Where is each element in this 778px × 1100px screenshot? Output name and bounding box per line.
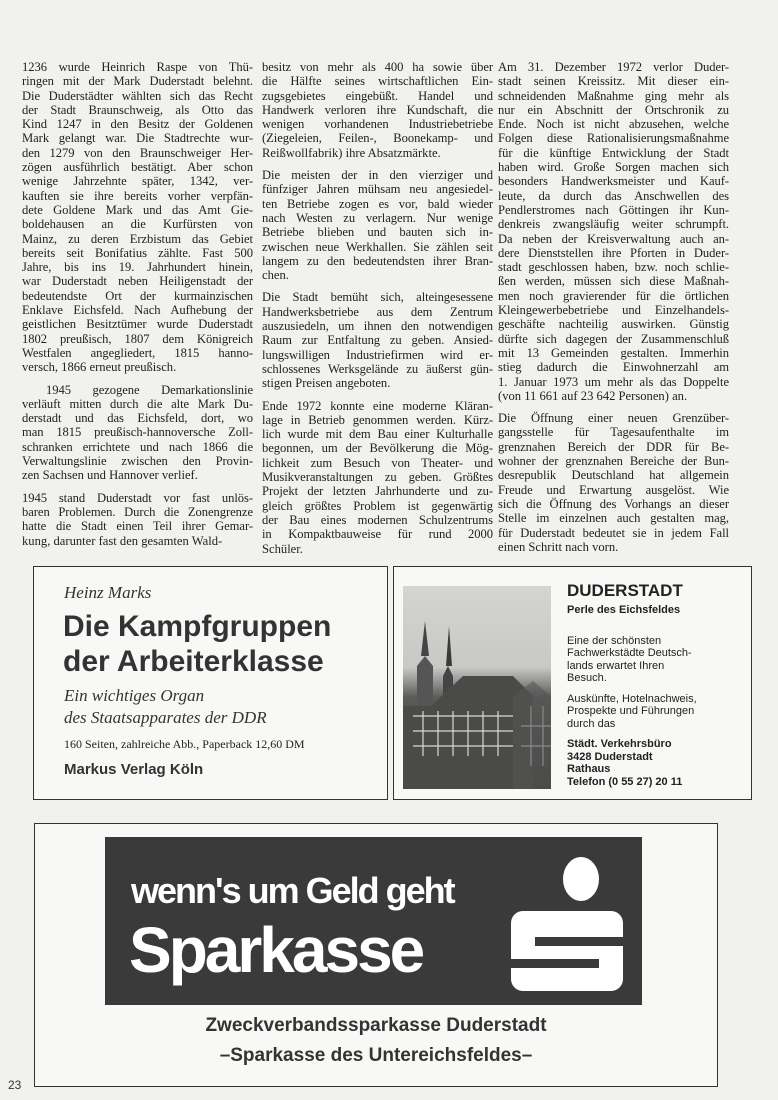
- text-line: dete Goldene Mark und das Amt Gie-: [22, 202, 253, 217]
- text-line: boldehausen an die Kurfürsten von: [22, 217, 253, 232]
- text-line: geistlichen Besitztümer wurde Duderstadt: [22, 317, 253, 332]
- text-line: Betriebe blieben und bauten sich in-: [262, 225, 493, 240]
- book-title-line-1: Die Kampfgruppen: [63, 610, 332, 643]
- town-ad-line: 3428 Duderstadt: [567, 750, 653, 763]
- text-column-3: [498, 60, 729, 562]
- text-line: gangsstelle für Tagesaufenthalte im: [498, 425, 729, 440]
- text-line: mit 13 Gemeinden gestalten. Immerhin: [498, 345, 729, 360]
- book-subtitle: [64, 685, 267, 729]
- page-number: 23: [8, 1078, 22, 1092]
- text-line: Die Öffnung einer neuen Grenzüber-: [498, 411, 729, 426]
- text-line: nur ein Abschnitt der Ortschronik zu: [498, 102, 729, 117]
- text-line: grenznahen Bereich der DDR für Be-: [498, 439, 729, 454]
- text-line: 1802 preußisch, 1807 dem Königreich: [22, 331, 253, 346]
- sparkasse-logo-icon: [505, 853, 625, 993]
- text-line: Da neben der Kreisverwaltung auch an-: [498, 231, 729, 246]
- text-line: ßen werden, müssen sich diese Maßnah-: [498, 274, 729, 289]
- town-ad-line: Eine der schönsten: [567, 634, 662, 647]
- text-line: schranken errichtete und nach 1866 die: [22, 439, 253, 454]
- text-line: stadt geschlossen haben, bzw. noch schlie-: [498, 260, 729, 275]
- bank-subname: –Sparkasse des Untereichsfeldes–: [219, 1045, 533, 1066]
- text-line: begonnen, um der Bevölkerung die Mög-: [262, 441, 493, 456]
- text-line: lich wurde mit dem Bau einer Kulturhalle: [262, 427, 493, 442]
- text-line: dere Dienststellen ihre Pforten in Duder-: [498, 245, 729, 260]
- text-line: 1945 gezogene Demarkationslinie: [46, 382, 253, 397]
- town-title: DUDERSTADT: [567, 581, 683, 600]
- text-line: Stelle im einzelnen auch gestalten mag,: [498, 511, 729, 526]
- paragraph: [262, 60, 493, 160]
- text-line: einen Schritt nach vorn.: [498, 539, 619, 554]
- bank-brand: Sparkasse: [129, 914, 423, 986]
- text-line: ten Betriebe zogen es vor, bald wieder: [262, 196, 493, 211]
- text-line: bereits seit Bonifatius zählte. Fast 500: [22, 245, 253, 260]
- paragraph: [262, 290, 493, 390]
- town-ad-line: Rathaus: [567, 763, 611, 775]
- text-line: 1945 stand Duderstadt vor fast unlös-: [22, 490, 253, 505]
- text-line: für Duderstadt bedeutet sie in jedem Fall: [498, 525, 729, 540]
- text-line: Handwerk verloren ihre Kundschaft, die: [262, 102, 493, 117]
- town-ad-line: Prospekte und Führungen: [567, 705, 695, 717]
- town-hall-illustration: [403, 586, 551, 789]
- text-line: desrepublik Deutschland hat allgemein: [498, 468, 729, 483]
- text-line: Folgen diese Rationalisierungsmaßnahme: [498, 131, 729, 146]
- text-line: den 1279 von den Braunschweiger Her-: [22, 145, 253, 160]
- text-line: fünfziger Jahren mühsam neu angesiedel-: [262, 182, 493, 197]
- text-line: haben wird. Große Sorgen machen sich: [498, 160, 729, 175]
- book-advertisement: [33, 566, 388, 800]
- town-ad-line: durch das: [567, 717, 616, 730]
- town-tagline: Perle des Eichsfeldes: [567, 604, 681, 616]
- text-line: Musikveranstaltungen zu geben. Größtes: [262, 470, 493, 485]
- paragraph: [22, 383, 253, 483]
- text-line: geschäfte nachteilig auswirken. Günstig: [498, 317, 729, 332]
- text-line: wohner der grenznahen Bereiche der Bun-: [498, 454, 729, 469]
- text-line: schneidenden Maßnahme ging mehr als: [498, 88, 729, 103]
- text-column-2: [262, 60, 493, 564]
- text-line: war Duderstadt neben Heiligenstadt der: [22, 274, 253, 289]
- text-line: derstadt und das Eichsfeld, dort, wo: [22, 411, 253, 426]
- paragraph: [22, 60, 253, 375]
- town-ad-line: Telefon (0 55 27) 20 11: [567, 775, 683, 788]
- text-line: Mainz, zu deren Erzbistum das Gebiet: [22, 231, 253, 246]
- town-description: [567, 635, 747, 685]
- text-line: Verwaltungslinie zwischen den Provin-: [22, 454, 253, 469]
- text-line: stadt seinen Kreissitz. Mit dieser ein-: [498, 74, 729, 89]
- text-line: chen.: [262, 268, 289, 283]
- text-line: Handwerksbetriebe aus dem Zentrum: [262, 304, 493, 319]
- text-line: zen Sachsen und Hannover verlief.: [22, 468, 198, 483]
- paragraph: [22, 491, 253, 548]
- text-line: baren Problemen. Durch die Zonengrenze: [22, 504, 253, 519]
- text-line: der Bau eines modernen Schulzentrums: [262, 512, 493, 527]
- paragraph: [262, 399, 493, 556]
- book-details: 160 Seiten, zahlreiche Abb., Paperback 12,60 DM: [64, 737, 305, 751]
- text-line: Jahre, bis ins 19. Jahrhundert hinein,: [22, 260, 253, 275]
- text-line: besitz von mehr als 400 ha sowie über: [262, 60, 493, 74]
- text-line: zögen ausführlich bestätigt. Aber schon: [22, 160, 253, 175]
- text-line: Projekt der letzten Jahrhunderte und zu-: [262, 484, 493, 499]
- paragraph: [498, 411, 729, 554]
- text-line: in Kompaktbauweise für rund 2000: [262, 527, 493, 542]
- text-line: Raum zur Entfaltung zu geben. Ansied-: [262, 333, 493, 348]
- text-line: lage in Betrieb genommen werden. Kürz-: [262, 412, 493, 427]
- bank-name: Zweckverbandssparkasse Duderstadt: [205, 1015, 547, 1036]
- text-line: Mark gelangt war. Die Stadtrechte wur-: [22, 131, 253, 146]
- text-line: (von 11 661 auf 23 642 Personen) an.: [498, 388, 688, 403]
- text-line: Kleingewerbebetriebe und Einzelhandels-: [498, 303, 729, 318]
- town-ad-line: Städt. Verkehrsbüro: [567, 738, 672, 750]
- text-line: langem zu den bedeutendsten ihrer Bran-: [262, 253, 493, 268]
- text-line: hatte die Stadt einen Teil ihrer Gemar-: [22, 519, 253, 534]
- text-line: Ende 1972 konnte eine moderne Kläran-: [262, 398, 493, 413]
- book-publisher: Markus Verlag Köln: [64, 761, 204, 778]
- book-title-line-2: der Arbeiterklasse: [63, 645, 324, 678]
- text-line: kauften sie ihre bereits vorher verpfän-: [22, 188, 253, 203]
- bank-slogan: wenn's um Geld geht: [131, 870, 454, 911]
- text-line: auszusiedeln, um ihnen den notwendigen: [262, 319, 493, 334]
- text-line: Westfalen angegliedert, 1815 hanno-: [22, 345, 253, 360]
- text-line: dürfte sich dagegen der Zusammenschluß: [498, 331, 729, 346]
- text-line: verläuft mitten durch die alte Mark Du-: [22, 396, 253, 411]
- text-line: gleich größtes Problem ist gegenwärtig: [262, 498, 493, 513]
- town-contact: [567, 738, 747, 788]
- text-line: Pendlerstromes nach Göttingen ihr Kun-: [498, 202, 729, 217]
- bank-advertisement: [34, 823, 718, 1087]
- town-hall-photo: [403, 586, 551, 789]
- town-info: [567, 693, 747, 731]
- text-line: lungswilligen Industriefirmen wird er-: [262, 347, 493, 362]
- text-line: Enklave Eichsfeld. Nach Aufhebung der: [22, 303, 253, 318]
- text-line: man 1815 preußisch-hannoversche Zoll-: [22, 425, 253, 440]
- text-line: 1. Januar 1973 um mehr als das Doppelte: [498, 374, 729, 389]
- text-line: zwischen neue Werkhallen. Sie zählen seit: [262, 239, 493, 254]
- paragraph: [262, 168, 493, 282]
- text-line: wenige Jahrzehnte später, 1342, ver-: [22, 174, 253, 189]
- town-ad-line: Auskünfte, Hotelnachweis,: [567, 692, 697, 705]
- text-line: Ende. Noch ist nicht abzusehen, welche: [498, 117, 729, 132]
- book-title: [63, 609, 331, 679]
- book-author: Heinz Marks: [64, 583, 152, 602]
- town-ad-line: Besuch.: [567, 672, 607, 684]
- sparkasse-banner: [105, 837, 642, 1005]
- paragraph: [498, 60, 729, 403]
- text-line: Am 31. Dezember 1972 verlor Duder-: [498, 60, 729, 74]
- text-line: Freude und Erwartung ausgelöst. Wie: [498, 482, 729, 497]
- text-line: stigen Preisen angeboten.: [262, 376, 391, 391]
- text-line: Die Duderstädter wählten sich das Recht: [22, 88, 253, 103]
- town-advertisement: [393, 566, 752, 800]
- text-line: kung, darunter fast den gesamten Wald-: [22, 533, 223, 548]
- text-line: Schüler.: [262, 541, 303, 556]
- text-line: (Ziegeleien, Feilen-, Boonekamp- und: [262, 131, 493, 146]
- town-ad-text: [567, 581, 747, 788]
- text-column-1: [22, 60, 253, 556]
- text-line: schlossenes Werksgelände zu äußerst gün-: [262, 361, 493, 376]
- text-line: Reißwollfabrik) ihre Absatzmärkte.: [262, 145, 441, 160]
- text-line: der Stadt Braunschweig, als Otto das: [22, 102, 253, 117]
- text-line: stieg dadurch die Einwohnerzahl am: [498, 360, 729, 375]
- text-line: bedeutendste Ort der kurmainzischen: [22, 288, 253, 303]
- text-line: denkreis zwangsläufig weiter schrumpft.: [498, 217, 729, 232]
- text-line: wenigen vorhandenen Industriebetriebe: [262, 117, 493, 132]
- text-line: besonders Handwerksmeister und Kauf-: [498, 174, 729, 189]
- text-line: Kind 1247 in den Besitz der Goldenen: [22, 117, 253, 132]
- text-line: men noch gravierender für die örtlichen: [498, 288, 729, 303]
- text-line: versch, 1866 erneut preußisch.: [22, 360, 177, 375]
- text-line: Die Stadt bemüht sich, alteingesessene: [262, 290, 493, 305]
- text-line: ringen mit der Mark Duderstadt belehnt.: [22, 74, 253, 89]
- text-line: Die meisten der in den vierziger und: [262, 168, 493, 183]
- town-ad-line: Fachwerkstädte Deutsch-: [567, 647, 692, 659]
- text-line: für die künftige Entwicklung der Stadt: [498, 145, 729, 160]
- text-line: zugsgebietes eingebüßt. Handel und: [262, 88, 493, 103]
- text-line: lichkeit zum Besuch von Theater- und: [262, 455, 493, 470]
- text-line: nach Westen zu verlagern. Nur wenige: [262, 210, 493, 225]
- text-line: sich die Öffnung des Vorhangs an dieser: [498, 496, 729, 511]
- text-line: 1236 wurde Heinrich Raspe von Thü-: [22, 60, 253, 74]
- text-line: die Hälfte seines wirtschaftlichen Ein-: [262, 74, 493, 89]
- text-line: leute, da durch das Anschwellen des: [498, 188, 729, 203]
- book-subtitle-line-1: Ein wichtiges Organ: [64, 686, 205, 705]
- book-subtitle-line-2: des Staatsapparates der DDR: [64, 708, 267, 727]
- town-ad-line: lands erwartet Ihren: [567, 659, 665, 672]
